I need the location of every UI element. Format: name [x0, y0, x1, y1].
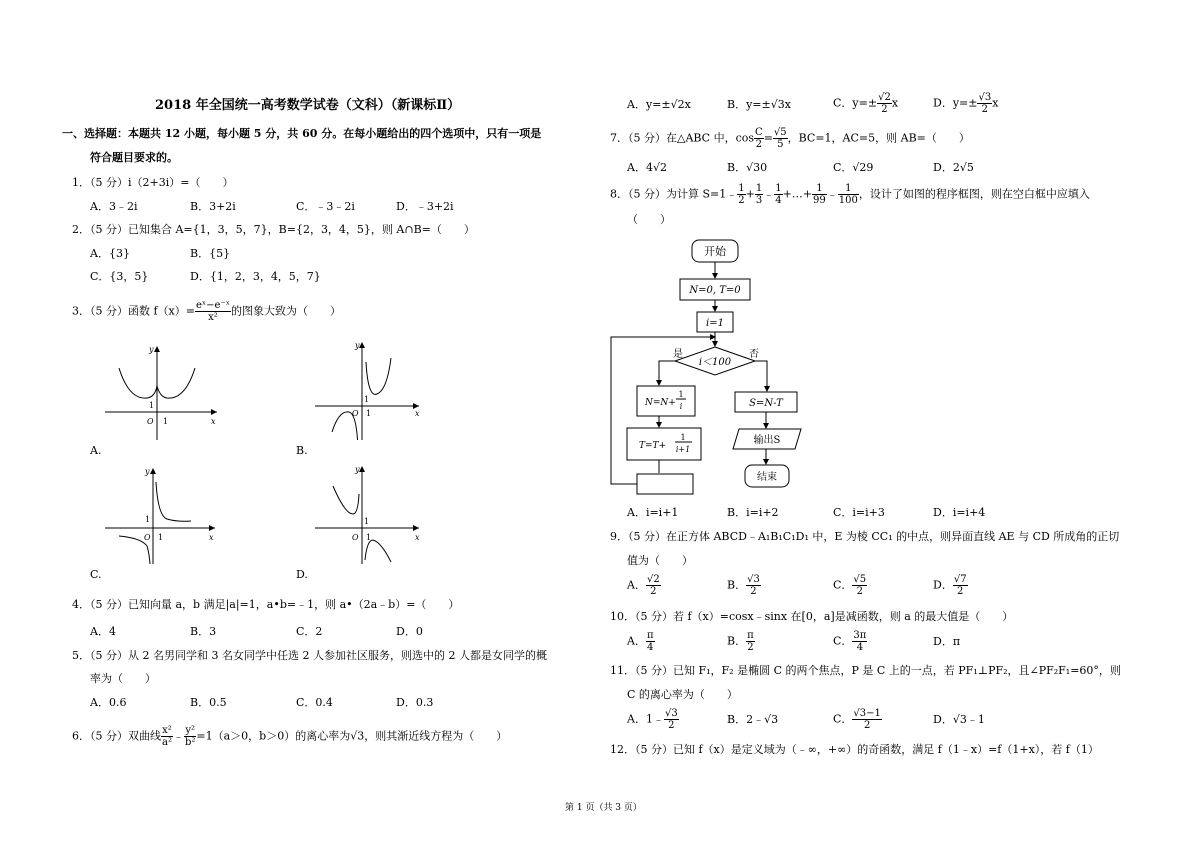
- graph-c-x-one: 1: [158, 533, 164, 542]
- q10-option-b: [727, 630, 755, 653]
- q11-a-frac: [664, 708, 679, 731]
- q11-a-den: 2: [668, 720, 675, 731]
- graph-d-x-label: x: [415, 533, 420, 542]
- graph-a-x-one: 1: [163, 417, 169, 426]
- q8-frac5: [838, 183, 859, 206]
- graph-b-x-one: 1: [366, 409, 372, 418]
- graph-d-y-label: y: [355, 465, 360, 474]
- q6-option-c: [833, 92, 898, 115]
- q9-stem-line2: 值为（ ）: [627, 554, 693, 567]
- q6-frac-y-num: y²: [185, 725, 196, 736]
- q8-frac3-num: 1: [775, 183, 782, 194]
- q6-frac-x: [161, 725, 173, 748]
- q8-stem-post: ，设计了如图的程序框图，则在空白框中应填入: [858, 187, 1090, 201]
- q9-b-pre: B．: [727, 578, 747, 592]
- q3-option-c: C.: [90, 568, 102, 581]
- q9-c-pre: C．: [833, 578, 853, 592]
- q5-option-c: C．0.4: [296, 696, 333, 709]
- q6-frac-y-den: b²: [184, 737, 196, 748]
- section-heading-line1: 一、选择题：本题共 12 小题，每小题 5 分，共 60 分。在每小题给出的四个选项中，只有一项是: [62, 127, 542, 140]
- flow-cond: i＜100: [698, 357, 732, 368]
- q11-c-num: √3−1: [853, 708, 881, 719]
- q1-option-c: C．﹣3﹣2i: [296, 200, 355, 213]
- q6-d-pre: D．y=±: [933, 96, 978, 110]
- flow-n-num: 1: [678, 390, 684, 399]
- q10-a-pre: A．: [627, 634, 646, 648]
- graph-d-x-one: 1: [366, 533, 372, 542]
- q9-c-den: 2: [856, 586, 863, 597]
- q12-stem: 12．（5 分）已知 f（x）是定义域为（﹣∞，+∞）的奇函数，满足 f（1﹣x）=f（1+x），若 f（1）: [610, 743, 1099, 756]
- q3-option-a: A.: [90, 444, 102, 457]
- q9-d-pre: D．: [933, 578, 953, 592]
- q9-option-c: [833, 574, 867, 597]
- q11-a-num: √3: [664, 708, 678, 719]
- q4-option-c: C．2: [296, 625, 323, 638]
- q8-frac1-num: 1: [738, 183, 745, 194]
- q9-d-frac: [953, 574, 968, 597]
- q6-frac-x-num: x²: [162, 725, 172, 736]
- q5-stem-line1: 5．（5 分）从 2 名男同学和 3 名女同学中任选 2 人参加社区服务，则选中的 2 人都是女同学的概: [72, 649, 547, 662]
- q7-option-a: A．4√2: [627, 161, 667, 174]
- q9-d-num: √7: [953, 574, 967, 585]
- q6-d-frac: [977, 92, 992, 115]
- graph-b-y-label: y: [355, 341, 360, 350]
- q9-a-num: √2: [646, 574, 660, 585]
- q6-option-d: [933, 92, 998, 115]
- flow-t-pre: T=T+: [639, 441, 667, 451]
- q7-stem: [610, 127, 970, 150]
- q9-a-frac: [646, 574, 661, 597]
- graph-a-origin: O: [147, 417, 154, 426]
- graph-a-x-label: x: [211, 417, 216, 426]
- flow-blank-box: [637, 474, 693, 494]
- q6-option-a: A．y=±√2x: [627, 98, 691, 111]
- q11-a-pre: A．1﹣: [627, 712, 664, 726]
- q8-frac2: [755, 183, 763, 206]
- q11-c-frac: [852, 708, 881, 731]
- graph-c: [105, 464, 225, 564]
- q3-stem: [72, 300, 341, 323]
- q6-c-frac: [877, 92, 892, 115]
- q2-option-c: C．{3，5}: [90, 270, 149, 283]
- q3-frac-den: x²: [208, 312, 218, 323]
- q8-stem: 8．（5 分）为计算 S=1﹣ $\frac{1}{2}$ + $\frac{1}{3}$ ﹣ $\frac{1}{4}$ +…+ $\frac{1}{99}$ ﹣ $\frac{1}{100}$ ，设计了如图的程序框图，则在空白框中应填入: [610, 183, 1090, 206]
- q6-d-den: 2: [981, 104, 989, 115]
- q2-stem: 2．（5 分）已知集合 A={1，3，5，7}，B={2，3，4，5}，则 A∩B=（ ）: [72, 223, 475, 236]
- q7-option-c: C．√29: [833, 161, 874, 174]
- q1-option-d: D．﹣3+2i: [396, 200, 454, 213]
- q11-option-d: D．√3﹣1: [933, 713, 985, 726]
- q6-d-post: x: [992, 96, 999, 110]
- graph-a-y-one: 1: [149, 401, 155, 410]
- q6-c-den: 2: [881, 104, 888, 115]
- q3-stem-pre: 3．（5 分）函数 f（x）=: [72, 304, 195, 318]
- q11-c-den: 2: [863, 720, 871, 731]
- page-footer: 第 1 页（共 3 页）: [565, 803, 642, 813]
- q1-option-b: B．3+2i: [190, 200, 236, 213]
- flow-start: 开始: [704, 245, 726, 258]
- graph-d-origin: O: [352, 533, 359, 542]
- q1-stem: 1．（5 分）i（2+3i）=（ ）: [72, 176, 234, 189]
- q7-frac-v-num: √5: [773, 127, 787, 138]
- q9-b-frac: [746, 574, 761, 597]
- q9-option-d: [933, 574, 968, 597]
- q6-c-post: x: [891, 96, 899, 110]
- q2-option-d: D．{1，2，3，4，5，7}: [190, 270, 321, 283]
- q1-option-a: A．3﹣2i: [90, 200, 138, 213]
- q6-stem: [72, 725, 507, 748]
- q2-option-a: A．{3}: [90, 247, 130, 260]
- q10-option-d: D．π: [933, 635, 961, 648]
- q8-frac5-den: 100: [838, 195, 858, 206]
- q6-minus: ﹣: [172, 729, 184, 743]
- q10-c-num: 3π: [853, 630, 867, 641]
- graph-b: [315, 340, 435, 440]
- q9-c-num: √5: [853, 574, 867, 585]
- graph-c-y-one: 1: [145, 515, 151, 524]
- graph-b-y-one: 1: [364, 395, 370, 404]
- q3-frac-num: eˣ−e⁻ˣ: [195, 300, 230, 311]
- graph-b-origin: O: [352, 409, 359, 418]
- q10-b-num: π: [747, 630, 754, 641]
- graph-c-origin: O: [144, 533, 151, 542]
- flow-yes: 是: [673, 349, 683, 360]
- q2-option-b: B．{5}: [190, 247, 231, 260]
- q9-option-b: [727, 574, 761, 597]
- q10-b-den: 2: [747, 642, 754, 653]
- q6-frac-y: [184, 725, 196, 748]
- flow-init: N=0, T=0: [689, 285, 741, 296]
- q8-option-d: D．i=i+4: [933, 506, 986, 519]
- graph-c-y-label: y: [145, 467, 150, 476]
- flow-n-den: i: [679, 402, 683, 411]
- q3-stem-post: 的图象大致为（ ）: [230, 304, 341, 318]
- q3-option-d: D.: [296, 568, 308, 581]
- q7-frac-v-den: 5: [777, 139, 784, 150]
- q4-option-a: A．4: [90, 625, 116, 638]
- q7-frac-v: [773, 127, 788, 150]
- flow-out: 输出S: [753, 435, 781, 446]
- q8-dots: +…+: [782, 187, 813, 201]
- q5-option-b: B．0.5: [190, 696, 227, 709]
- q6-c-pre: C．y=±: [833, 96, 878, 110]
- section-heading-line2: 符合题目要求的。: [90, 151, 178, 164]
- q8-option-c: C．i=i+3: [833, 506, 885, 519]
- q7-frac-c-num: C: [755, 127, 763, 138]
- q10-a-frac: [646, 630, 655, 653]
- graph-b-x-label: x: [415, 409, 420, 418]
- q8-frac1: [737, 183, 745, 206]
- q10-b-pre: B．: [727, 634, 747, 648]
- q4-option-b: B．3: [190, 625, 217, 638]
- q5-stem-line2: 率为（ ）: [90, 672, 156, 685]
- q7-stem-pre: 7．（5 分）在△ABC 中，cos: [610, 131, 755, 145]
- q10-option-a: [627, 630, 655, 653]
- q6-stem-post: =1（a＞0，b＞0）的离心率为√3，则其渐近线方程为（ ）: [196, 729, 508, 743]
- q11-option-c: [833, 708, 882, 731]
- q8-option-a: A．i=i+1: [627, 506, 679, 519]
- q10-c-frac: [852, 630, 867, 653]
- q10-option-c: [833, 630, 867, 653]
- q9-stem-line1: 9．（5 分）在正方体 ABCD﹣A₁B₁C₁D₁ 中，E 为棱 CC₁ 的中点，则异面直线 AE 与 CD 所成角的正切: [610, 530, 1120, 543]
- q11-stem-line2: C 的离心率为（ ）: [627, 688, 738, 701]
- flow-t-den: i+1: [675, 445, 691, 454]
- q9-option-a: [627, 574, 661, 597]
- q9-c-frac: [852, 574, 867, 597]
- flow-t-num: 1: [680, 433, 686, 442]
- q6-c-num: √2: [878, 92, 891, 103]
- q8-frac3: [774, 183, 782, 206]
- q7-option-b: B．√30: [727, 161, 768, 174]
- q8-frac4: [812, 183, 827, 206]
- q7-eq: =: [763, 131, 773, 145]
- graph-d: [315, 464, 435, 564]
- flow-n-pre: N=N+: [645, 398, 676, 408]
- q10-c-pre: C．: [833, 634, 853, 648]
- graph-a: [105, 340, 225, 440]
- q4-stem: 4．（5 分）已知向量 a，b 满足|a|=1，a•b=﹣1，则 a•（2a﹣b）=（ ）: [72, 598, 460, 611]
- flow-no: 否: [749, 349, 759, 360]
- q9-a-den: 2: [650, 586, 657, 597]
- q8-frac1-den: 2: [738, 195, 745, 206]
- q8-frac4-num: 1: [812, 183, 827, 195]
- q6-stem-pre: 6．（5 分）双曲线: [72, 729, 161, 743]
- q7-frac-c-den: 2: [755, 139, 763, 150]
- q7-stem-post: ，BC=1，AC=5，则 AB=（ ）: [787, 131, 970, 145]
- q4-option-d: D．0: [396, 625, 423, 638]
- q8-stem-line2: （ ）: [627, 213, 671, 226]
- q10-b-frac: [746, 630, 755, 653]
- graph-c-x-label: x: [209, 533, 214, 542]
- q11-option-a: [627, 708, 679, 731]
- q10-a-num: π: [646, 630, 654, 641]
- flow-s: S=N-T: [749, 398, 783, 409]
- q8-frac2-den: 3: [755, 195, 763, 206]
- q11-option-b: B．2﹣√3: [727, 713, 779, 726]
- q8-frac2-num: 1: [755, 183, 763, 194]
- q10-stem: 10．（5 分）若 f（x）=cosx﹣sinx 在[0，a]是减函数，则 a 的最大值是（ ）: [610, 610, 1014, 623]
- q11-c-pre: C．: [833, 712, 853, 726]
- q8-stem-pre: 8．（5 分）为计算 S=1﹣: [610, 187, 738, 201]
- q8-frac3-den: 4: [775, 195, 782, 206]
- q9-b-den: 2: [750, 586, 757, 597]
- q9-d-den: 2: [957, 586, 964, 597]
- q3-option-b: B.: [296, 444, 308, 457]
- q10-a-den: 4: [647, 642, 654, 653]
- q8-frac5-num: 1: [838, 183, 859, 195]
- q6-option-b: B．y=±√3x: [727, 98, 791, 111]
- q11-stem-line1: 11．（5 分）已知 F₁，F₂ 是椭圆 C 的两个焦点，P 是 C 上的一点，若 PF₁⊥PF₂，且∠PF₂F₁=60°，则: [610, 664, 1121, 677]
- page-title: 2018 年全国统一高考数学试卷（文科）（新课标Ⅱ）: [155, 98, 461, 113]
- q9-b-num: √3: [747, 574, 760, 585]
- q9-a-pre: A．: [627, 578, 646, 592]
- q5-option-d: D．0.3: [396, 696, 434, 709]
- q7-frac-c: [754, 127, 764, 150]
- flow-i: i=1: [706, 318, 724, 329]
- graph-a-y-label: y: [149, 345, 154, 354]
- flow-end: 结束: [757, 472, 777, 483]
- q8-option-b: B．i=i+2: [727, 506, 779, 519]
- q10-c-den: 4: [856, 642, 864, 653]
- q7-option-d: D．2√5: [933, 161, 974, 174]
- q8-frac4-den: 99: [813, 195, 826, 206]
- q6-frac-x-den: a²: [162, 737, 172, 748]
- flowchart: [605, 235, 835, 497]
- q6-d-num: √3: [978, 92, 992, 103]
- graph-d-y-one: 1: [364, 517, 370, 526]
- q3-fraction: [195, 300, 231, 323]
- q5-option-a: A．0.6: [90, 696, 127, 709]
